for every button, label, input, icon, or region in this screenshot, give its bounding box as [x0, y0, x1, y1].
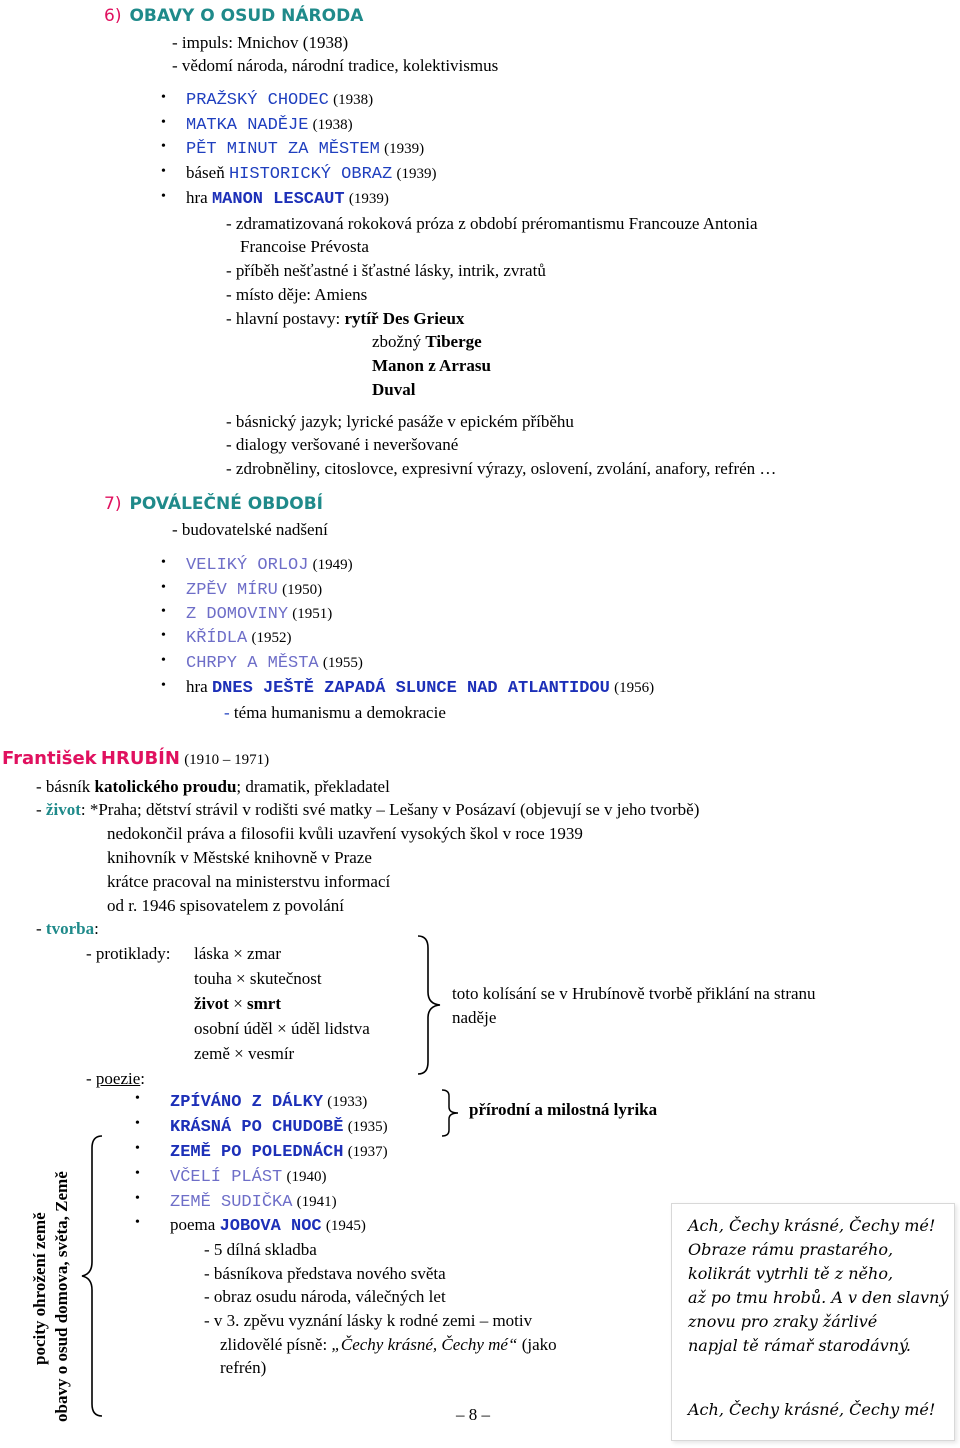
poetry-label-text: poezie	[95, 1069, 141, 1088]
page-number-value: 8	[468, 1405, 478, 1424]
poetry-year: (1933)	[327, 1094, 368, 1110]
work-item	[186, 653, 363, 672]
section-6-heading	[104, 8, 363, 25]
job-line-6: refrén)	[220, 1358, 267, 1377]
bullet-icon: •	[135, 1116, 140, 1131]
poem-line: Ach, Čechy krásné, Čechy mé!	[688, 1400, 936, 1419]
poem-line: kolikrát vytrhli tě z něho,	[688, 1264, 894, 1283]
poetry-title: ZEMĚ PO POLEDNÁCH	[170, 1143, 344, 1162]
work-title: CHRPY A MĚSTA	[186, 654, 319, 673]
bullet-icon: •	[161, 189, 166, 204]
poem-line: až po tmu hrobů. A v den slavný	[688, 1288, 949, 1307]
contrast-pair	[194, 1045, 294, 1062]
work-item	[186, 189, 389, 208]
times-icon: ×	[277, 1019, 287, 1038]
work-title: DNES JEŠTĚ ZAPADÁ SLUNCE NAD ATLANTIDOU	[211, 679, 610, 698]
work-item	[186, 164, 436, 183]
poetry-colon: :	[140, 1069, 146, 1088]
character-3: Manon z Arrasu	[372, 356, 491, 375]
poetry-dash: -	[86, 1069, 92, 1088]
contrast-b: zmar	[247, 944, 282, 963]
work-title: MATKA NADĚJE	[186, 116, 309, 135]
bullet-icon: •	[161, 139, 166, 154]
manon-line-1: - zdramatizovaná rokoková próza z období préromantismu Francouze Antonia	[226, 214, 758, 233]
bullet-icon: •	[161, 90, 166, 105]
contrast-pair	[194, 995, 281, 1012]
poetry-item	[170, 1216, 366, 1235]
work-year: (1952)	[251, 630, 292, 646]
contrast-a: láska	[194, 944, 229, 963]
contrast-pair	[194, 1020, 370, 1037]
work-item	[186, 678, 654, 697]
manon-line-7: - zdrobněliny, citoslovce, expresivní výrazy, oslovení, zvolání, anafory, refrén …	[226, 459, 777, 478]
times-icon: ×	[236, 969, 246, 988]
bullet-icon: •	[161, 653, 166, 668]
contrast-pair	[194, 970, 322, 987]
vertical-note-2: obavy o osud domova, světa, Země	[52, 1171, 71, 1422]
poetry-item	[170, 1117, 388, 1136]
contrasts-label: - protiklady:	[86, 944, 171, 963]
bullet-icon: •	[161, 555, 166, 570]
poetry-year: (1935)	[347, 1119, 388, 1135]
work-title: VELIKÝ ORLOJ	[186, 556, 309, 575]
tvorba-line	[36, 920, 99, 937]
contrast-b: úděl lidstva	[290, 1019, 370, 1038]
bullet-icon: •	[161, 115, 166, 130]
contrasts-note-1: toto kolísání se v Hrubínově tvorbě přiklání na stranu	[452, 984, 816, 1003]
sub-text: téma humanismu a demokracie	[233, 703, 446, 722]
author-line-1a: - básník	[36, 777, 91, 796]
poem-line: znovu pro zraky žárlivé	[688, 1312, 878, 1331]
work-title: HISTORICKÝ OBRAZ	[228, 165, 393, 184]
poetry-item	[170, 1142, 388, 1161]
bullet-icon: •	[161, 678, 166, 693]
poetry-prefix: poema	[170, 1215, 216, 1234]
life-line-4: krátce pracoval na ministerstvu informací	[107, 872, 391, 891]
job-line-5c: (jako	[521, 1335, 557, 1354]
page-number-dash: –	[481, 1405, 490, 1424]
character-2-name: Tiberge	[425, 332, 482, 351]
poetry-item	[170, 1092, 367, 1111]
times-icon: ×	[233, 944, 243, 963]
work-item	[186, 139, 424, 158]
author-line-1b: katolického proudu	[94, 777, 237, 796]
manon-line-4	[226, 310, 464, 327]
manon-line-2: - příběh nešťastné i šťastné lásky, intrik, zvratů	[226, 261, 546, 280]
job-line-3: - obraz osudu národa, válečných let	[204, 1287, 446, 1306]
work-item	[186, 90, 373, 109]
section-7-number: 7)	[104, 494, 122, 514]
author-last-name: HRUBÍN	[100, 748, 180, 769]
work-year: (1938)	[312, 117, 353, 133]
sub-dash: -	[224, 703, 230, 722]
work-year: (1939)	[396, 166, 437, 182]
contrast-a: země	[194, 1044, 230, 1063]
work-title: PRAŽSKÝ CHODEC	[186, 91, 329, 110]
life-line-2: nedokončil práva a filosofii kvůli uzavření vysokých škol v roce 1939	[107, 824, 583, 843]
poetry-title: JOBOVA NOC	[219, 1217, 322, 1236]
work-year: (1939)	[384, 141, 425, 157]
section-6-note-1: - impuls: Mnichov (1938)	[172, 33, 349, 52]
poetry-year: (1945)	[325, 1218, 366, 1234]
work-title: PĚT MINUT ZA MĚSTEM	[186, 140, 380, 159]
bullet-icon: •	[161, 580, 166, 595]
work-title: Z DOMOVINY	[186, 605, 289, 624]
poetry-year: (1941)	[296, 1194, 337, 1210]
bullet-icon: •	[135, 1215, 140, 1230]
work-year: (1951)	[292, 606, 333, 622]
bullet-icon: •	[161, 604, 166, 619]
work-year: (1938)	[333, 92, 374, 108]
bullet-icon: •	[135, 1091, 140, 1106]
author-heading	[2, 750, 269, 768]
lyrics-note: přírodní a milostná lyrika	[469, 1100, 658, 1119]
poetry-title: VČELÍ PLÁST	[170, 1168, 283, 1187]
left-brace-icon	[78, 1134, 104, 1418]
bullet-icon: •	[161, 164, 166, 179]
section-6-number: 6)	[104, 6, 122, 26]
bullet-icon: •	[135, 1191, 140, 1206]
life-dash: -	[36, 800, 42, 819]
author-first-name: František	[2, 748, 97, 769]
bullet-icon: •	[161, 628, 166, 643]
page-number-dash: –	[456, 1405, 465, 1424]
poetry-label	[86, 1070, 145, 1087]
right-brace-icon	[416, 934, 446, 1076]
poetry-title: ZPÍVÁNO Z DÁLKY	[170, 1093, 324, 1112]
times-icon: ×	[234, 1044, 244, 1063]
contrast-b: skutečnost	[249, 969, 322, 988]
work-prefix: hra	[186, 188, 208, 207]
vertical-note-1: pocity ohrožení země	[30, 1212, 49, 1365]
author-years: (1910 – 1971)	[184, 752, 270, 768]
contrasts-note-2: naděje	[452, 1008, 497, 1027]
work-year: (1950)	[282, 582, 323, 598]
work-year: (1949)	[312, 557, 353, 573]
section-7-heading	[104, 496, 323, 513]
job-line-2: - básníkova představa nového světa	[204, 1264, 446, 1283]
manon-line-6: - dialogy veršované i neveršované	[226, 435, 459, 454]
bullet-icon: •	[135, 1141, 140, 1156]
work-item	[186, 555, 353, 574]
poetry-item	[170, 1192, 337, 1211]
work-prefix: hra	[186, 677, 208, 696]
contrast-pair	[194, 945, 281, 962]
section-7-subnote	[224, 704, 446, 721]
life-line-3: knihovník v Městské knihovně v Praze	[107, 848, 372, 867]
tvorba-label: tvorba	[45, 919, 95, 938]
page-number	[456, 1406, 490, 1423]
section-6-note-2: - vědomí národa, národní tradice, kolektivismus	[172, 56, 499, 75]
work-item	[186, 604, 332, 623]
section-7-title: POVÁLEČNÉ OBDOBÍ	[129, 494, 324, 514]
life-label: život	[45, 800, 81, 819]
contrast-a: osobní úděl	[194, 1019, 273, 1038]
job-line-4: - v 3. zpěvu vyznání lásky k rodné zemi – motiv	[204, 1311, 533, 1330]
contrast-b: smrt	[247, 994, 282, 1013]
work-prefix: báseň	[186, 163, 225, 182]
job-line-5a: zlidovělé písně:	[220, 1335, 328, 1354]
poetry-title: ZEMĚ SUDIČKA	[170, 1193, 293, 1212]
work-year: (1956)	[614, 680, 655, 696]
poem-line: Ach, Čechy krásné, Čechy mé!	[688, 1216, 936, 1235]
job-line-5	[220, 1336, 557, 1353]
poem-line: Obraze rámu prastarého,	[688, 1240, 894, 1259]
life-line-5: od r. 1946 spisovatelem z povolání	[107, 896, 345, 915]
poetry-year: (1937)	[347, 1144, 388, 1160]
poetry-year: (1940)	[286, 1169, 327, 1185]
author-line-1c: ; dramatik, překladatel	[236, 777, 390, 796]
character-2	[372, 333, 482, 350]
life-text: : *Praha; dětství strávil v rodišti své matky – Lešany v Posázaví (objevují se v jeho tvorbě)	[80, 800, 700, 819]
right-brace-icon	[440, 1088, 466, 1138]
contrast-b: vesmír	[247, 1044, 295, 1063]
character-4: Duval	[372, 380, 416, 399]
poetry-title: KRÁSNÁ PO CHUDOBĚ	[170, 1118, 344, 1137]
character-2-adj: zbožný	[372, 332, 422, 351]
job-line-5b: „Čechy krásné, Čechy mé“	[331, 1335, 518, 1354]
times-icon: ×	[233, 994, 243, 1013]
manon-line-5: - básnický jazyk; lyrické pasáže v epickém příběhu	[226, 412, 574, 431]
character-1: rytíř Des Grieux	[344, 309, 465, 328]
bullet-icon: •	[135, 1166, 140, 1181]
manon-line-1b: Francoise Prévosta	[240, 237, 369, 256]
poetry-item	[170, 1167, 326, 1186]
characters-label: - hlavní postavy:	[226, 309, 341, 328]
poem-line: napjal tě rámař starodávný.	[688, 1336, 911, 1355]
author-life-line	[36, 801, 699, 818]
work-title: MANON LESCAUT	[211, 190, 345, 209]
section-6-title: OBAVY O OSUD NÁRODA	[129, 6, 364, 26]
tvorba-colon: :	[94, 919, 99, 938]
author-line-1	[36, 778, 390, 795]
work-title: ZPĚV MÍRU	[186, 581, 278, 600]
work-year: (1939)	[348, 191, 389, 207]
contrast-a: touha	[194, 969, 232, 988]
manon-line-3: - místo děje: Amiens	[226, 285, 368, 304]
work-item	[186, 628, 291, 647]
job-line-1: - 5 dílná skladba	[204, 1240, 317, 1259]
work-item	[186, 115, 353, 134]
work-item	[186, 580, 322, 599]
work-year: (1955)	[322, 655, 363, 671]
contrast-a: život	[194, 994, 229, 1013]
section-7-note: - budovatelské nadšení	[172, 520, 328, 539]
tvorba-dash: -	[36, 919, 42, 938]
poem-box	[671, 1203, 955, 1441]
work-title: KŘÍDLA	[186, 629, 248, 648]
